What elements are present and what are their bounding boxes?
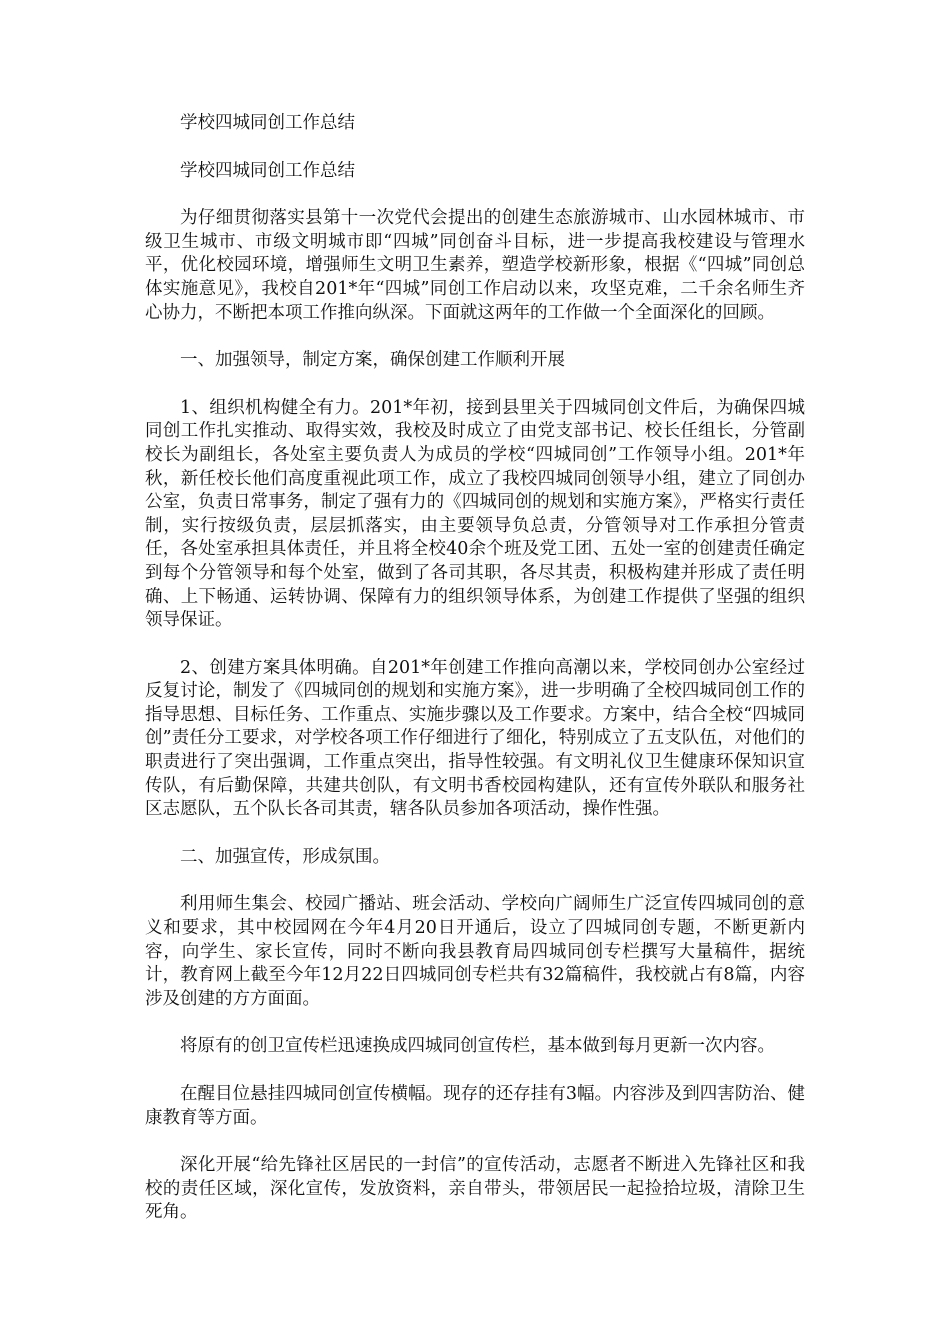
section2-paragraph-2: 将原有的创卫宣传栏迅速换成四城同创宣传栏，基本做到每月更新一次内容。 bbox=[180, 1036, 775, 1057]
document-page bbox=[145, 112, 805, 1249]
intro-paragraph: 为仔细贯彻落实县第十一次党代会提出的创建生态旅游城市、山水园林城市、市级卫生城市、市级文明城市即“四城”同创奋斗目标，进一步提高我校建设与管理水平，优化校园环境，增强师生文明卫生素养，塑造学校新形象，根据《“四城”同创总体实施意见》，我校自201*年“四城”同创工作启动以来，攻坚克难，二千余名师生齐心协力，不断把本项工作推向纵深。下面就这两年的工作做一个全面深化的回顾。 bbox=[145, 208, 805, 323]
section1-paragraph-2: 2、创建方案具体明确。自201*年创建工作推向高潮以来，学校同创办公室经过反复讨论，制发了《四城同创的规划和实施方案》，进一步明确了全校四城同创工作的指导思想、目标任务、工作重点、实施步骤以及工作要求。方案中，结合全校“四城同创”责任分工要求，对学校各项工作仔细进行了细化，特别成立了五支队伍，对他们的职责进行了突出强调，工作重点突出，指导性较强。有文明礼仪卫生健康环保知识宣传队，有后勤保障，共建共创队，有文明书香校园构建队，还有宣传外联队和服务社区志愿队，五个队长各司其责，辖各队员参加各项活动，操作性强。 bbox=[145, 657, 805, 820]
section2-paragraph-1: 利用师生集会、校园广播站、班会活动、学校向广阔师生广泛宣传四城同创的意义和要求，其中校园网在今年4月20日开通后，设立了四城同创专题，不断更新内容，向学生、家长宣传，同时不断向我县教育局四城同创专栏撰写大量稿件，据统计，教育网上截至今年12月22日四城同创专栏共有32篇稿件，我校就占有8篇，内容涉及创建的方方面面。 bbox=[145, 894, 805, 1009]
document-title: 学校四城同创工作总结 bbox=[180, 113, 355, 133]
section2-heading: 二、加强宣传，形成氛围。 bbox=[180, 846, 390, 867]
section2-paragraph-3: 在醒目位悬挂四城同创宣传横幅。现存的还存挂有3幅。内容涉及到四害防治、健康教育等方面。 bbox=[145, 1084, 805, 1128]
section2-paragraph-4: 深化开展“给先锋社区居民的一封信”的宣传活动，志愿者不断进入先锋社区和我校的责任区域，深化宣传，发放资料，亲自带头，带领居民一起捡拾垃圾，清除卫生死角。 bbox=[145, 1155, 805, 1223]
section1-heading: 一、加强领导，制定方案，确保创建工作顺利开展 bbox=[180, 350, 565, 371]
section1-paragraph-1: 1、组织机构健全有力。201*年初，接到县里关于四城同创文件后，为确保四城同创工作扎实推动、取得实效，我校及时成立了由党支部书记、校长任组长，分管副校长为副组长，各处室主要负责人为成员的学校“四城同创”工作领导小组。201*年秋，新任校长他们高度重视此项工作，成立了我校四城同创领导小组，建立了同创办公室，负责日常事务，制定了强有力的《四城同创的规划和实施方案》，严格实行责任制，实行按级负责，层层抓落实，由主要领导负总责，分管领导对工作承担分管责任，各处室承担具体责任，并且将全校40余个班及党工团、五处一室的创建责任确定到每个分管领导和每个处室，做到了各司其职，各尽其责，积极构建并形成了责任明确、上下畅通、运转协调、保障有力的组织领导体系，为创建工作提供了坚强的组织领导保证。 bbox=[145, 397, 805, 631]
document-subtitle: 学校四城同创工作总结 bbox=[180, 160, 355, 181]
